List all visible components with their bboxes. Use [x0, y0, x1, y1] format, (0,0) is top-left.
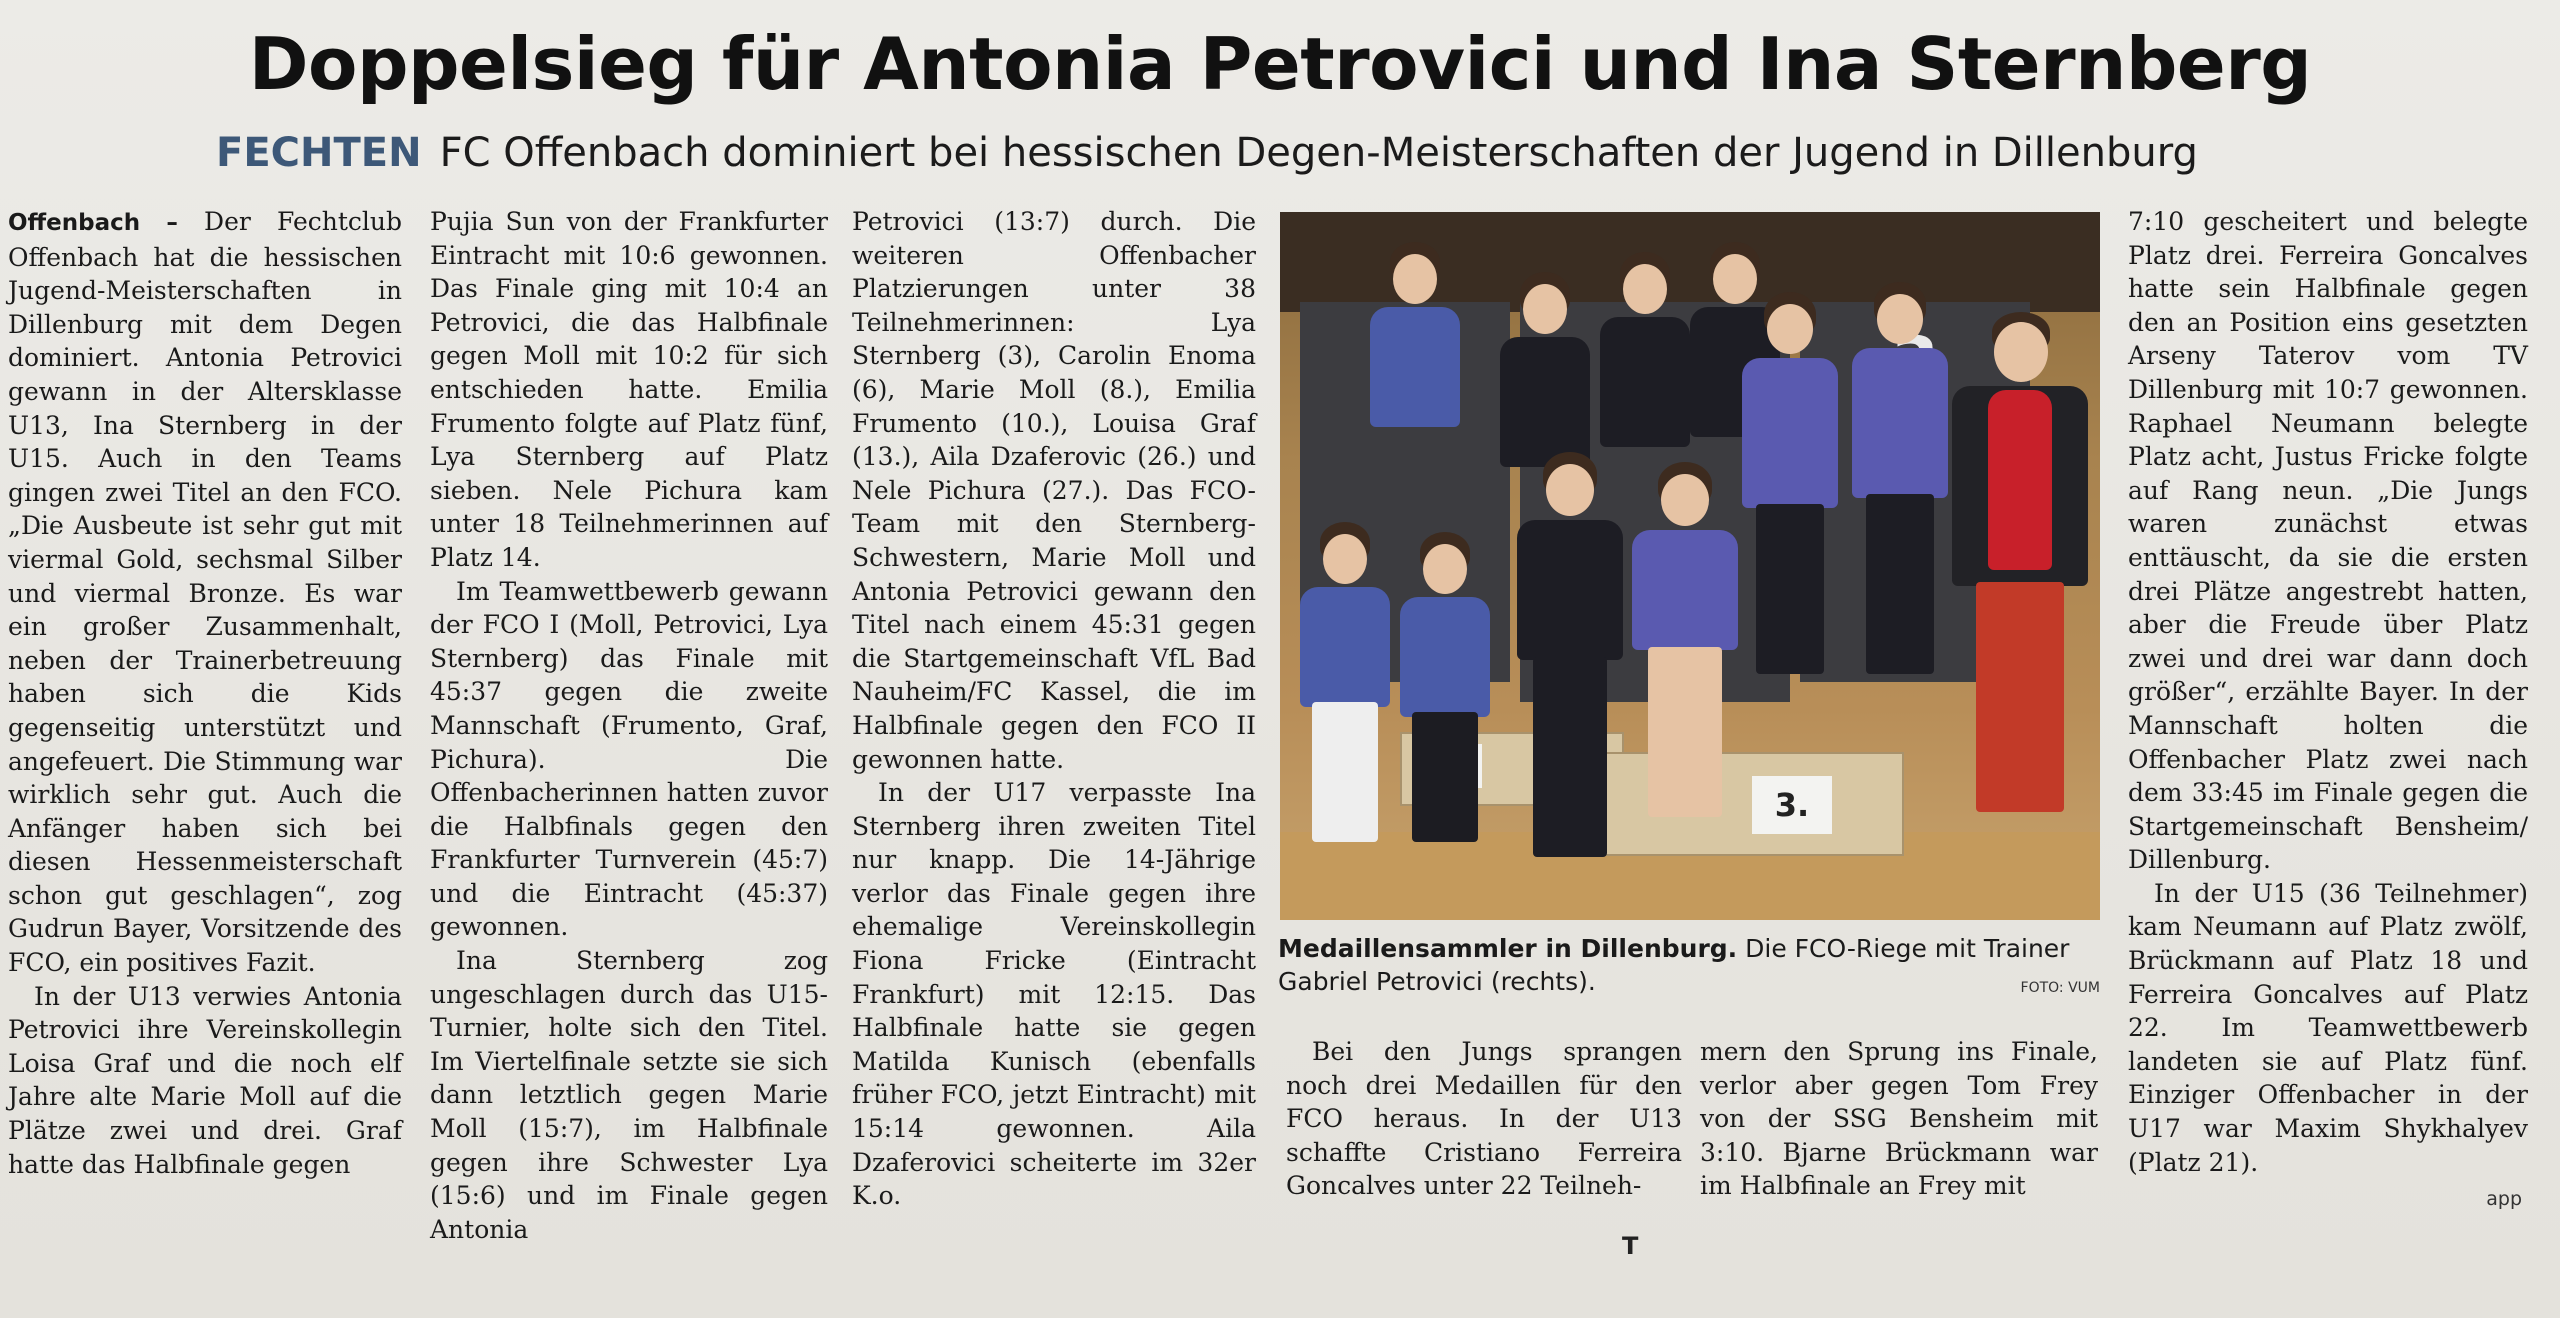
author-initials: app	[2486, 1188, 2522, 1210]
subheadline-row	[216, 130, 2198, 176]
column-5	[1700, 1035, 2098, 1203]
column-4	[1286, 1035, 1682, 1203]
athlete	[1390, 532, 1500, 862]
caption-text: Die FCO-Riege mit Trainer Gabriel Petrovici (rechts).	[1278, 934, 2070, 996]
paragraph: In der U17 verpasste Ina Sternberg ihren zweiten Titel nur knapp. Die 14-Jährige verlor das Finale gegen ihre ehemalige Vereinskollegin Fiona Fricke (Eintracht Frankfurt) mit 12:15. Das Halbfinale hatte sie gegen Matilda Kunisch (ebenfalls früher FCO, jetzt Eintracht) mit 15:14 gewonnen. Aila Dzaferovici scheiterte im 32er K.o.	[852, 778, 1256, 1211]
paragraph: mern den Sprung ins Finale, verlor aber gegen Tom Frey von der SSG Bensheim mit 3:10. Bjarne Brückmann war im Halbfinale an Frey mit	[1700, 1037, 2098, 1201]
paragraph: Pujia Sun von der Frankfurter Eintracht mit 10:6 gewonnen. Das Finale ging mit 10:4 an Petrovici, die das Halbfinale gegen Moll mit 10:2 für sich entschieden hatte. Emilia Frumento folgte auf Platz fünf, Lya Sternberg auf Platz sieben. Nele Pichura kam unter 18 Teilnehmerinnen auf Platz 14.	[430, 207, 828, 572]
dateline: Offenbach –	[8, 210, 178, 236]
subheadline: FC Offenbach dominiert bei hessischen Degen-Meisterschaften der Jugend in Dillenburg	[439, 130, 2198, 176]
athlete	[1730, 292, 1850, 682]
paragraph: 7:10 gescheitert und belegte Platz drei. Ferreira Goncalves hatte sein Halbfinale gegen den an Position eins gesetzten Arseny Taterov vom TV Dillenburg mit 10:7 gewonnen. Raphael Neumann belegte Platz acht, Justus Fricke folgte auf Rang neun. „Die Jungs waren zunächst etwas enttäuscht, da sie die ersten drei Plätze angestrebt hatten, aber die Freude über Platz zwei und drei war dann doch größer“, erzählte Bayer. In der Mannschaft holten die Offenbacher Platz zwei nach dem 33:45 im Finale gegen die Startgemeinschaft Bensheim/ Dillenburg.	[2128, 207, 2528, 875]
section-kicker: FECHTEN	[216, 130, 422, 176]
column-2	[430, 205, 828, 1246]
paragraph: Bei den Jungs sprangen noch drei Medaillen für den FCO heraus. In der U13 schaffte Cristiano Ferreira Goncalves unter 22 Teilneh-	[1286, 1037, 1682, 1201]
athlete	[1290, 522, 1400, 862]
page-marker: T	[1622, 1232, 1639, 1260]
paragraph: Ina Sternberg zog ungeschlagen durch das U15-Turnier, holte sich den Titel. Im Viertelfinale setzte sie sich dann letztlich gegen Marie Moll (15:7), im Halbfinale gegen ihre Schwester Lya (15:6) und im Finale gegen Antonia	[430, 946, 828, 1244]
team-photo	[1280, 212, 2100, 920]
column-3	[852, 205, 1256, 1213]
headline: Doppelsieg für Antonia Petrovici und Ina Sternberg	[248, 22, 2312, 106]
column-6	[2128, 205, 2528, 1179]
photo-caption	[1278, 932, 2108, 998]
trainer	[1940, 312, 2100, 832]
column-1	[8, 205, 402, 1181]
paragraph	[8, 205, 402, 980]
caption-title: Medaillensammler in Dillenburg.	[1278, 934, 1738, 963]
athlete	[1360, 242, 1470, 542]
paragraph: In der U15 (36 Teilnehmer) kam Neumann auf Platz zwölf, Brückmann auf Platz 18 und Ferreira Goncalves auf Platz 22. Im Teamwettbewerb landeten sie auf Platz fünf. Einziger Offenbacher in der U17 war Maxim Shykhalyev (Platz 21).	[2128, 878, 2528, 1177]
paragraph: In der U13 verwies Antonia Petrovici ihre Vereinskollegin Loisa Graf und die noch elf Jahre alte Marie Moll auf die Plätze zwei und drei. Graf hatte das Halbfinale gegen	[8, 981, 402, 1179]
lead-text: Der Fechtclub Offenbach hat die hessischen Jugend-Meisterschaften in Dillenburg mit dem Degen dominiert. Antonia Petrovici gewann in der Altersklasse U13, Ina Sternberg in der U15. Auch in den Teams gingen zwei Titel an den FCO. „Die Ausbeute ist sehr gut mit viermal Gold, sechsmal Silber und viermal Bronze. Es war ein großer Zusammenhalt, neben der Trainerbetreuung haben sich die Kids gegenseitig unterstützt und angefeuert. Die Stimmung war wirklich sehr gut. Auch die Anfänger haben sich bei diesen Hessenmeisterschaft schon gut geschlagen“, zog Gudrun Bayer, Vorsitzende des FCO, ein positives Fazit.	[8, 207, 402, 978]
photo-credit: FOTO: VUM	[2020, 980, 2100, 996]
podium-plate: 3.	[1752, 776, 1832, 834]
paragraph: Petrovici (13:7) durch. Die weiteren Offenbacher Platzierungen unter 38 Teilnehmerinnen: Lya Sternberg (3), Carolin Enoma (6), Marie Moll (8.), Emilia Frumento (10.), Louisa Graf (13.), Aila Dzaferovic (26.) und Nele Pichura (27.). Das FCO-Team mit den Sternberg-Schwestern, Marie Moll und Antonia Petrovici gewann den Titel nach einem 45:31 gegen die Startgemeinschaft VfL Bad Nauheim/FC Kassel, die im Halbfinale gegen den FCO II gewonnen hatte.	[852, 207, 1256, 774]
paragraph: Im Teamwettbewerb gewann der FCO I (Moll, Petrovici, Lya Sternberg) das Finale mit 45:37 gegen die zweite Mannschaft (Frumento, Graf, Pichura). Die Offenbacherinnen hatten zuvor die Halbfinals gegen den Frankfurter Turnverein (45:7) und die Eintracht (45:37) gewonnen.	[430, 576, 828, 942]
